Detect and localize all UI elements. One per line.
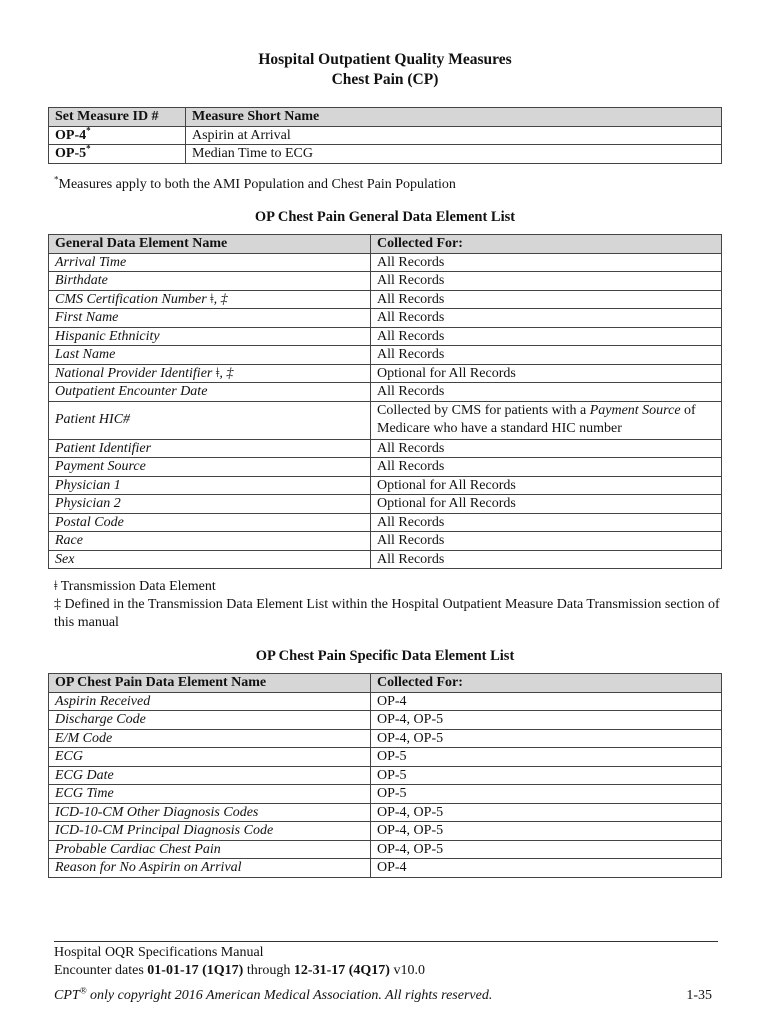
element-name: ICD-10-CM Principal Diagnosis Code — [49, 822, 371, 841]
general-data-element-table — [48, 234, 722, 569]
collected-for: All Records — [371, 346, 722, 365]
title-line-1: Hospital Outpatient Quality Measures — [258, 51, 512, 68]
measure-name: Aspirin at Arrival — [186, 126, 722, 145]
measure-footnote: *Measures apply to both the AMI Population and Chest Pain Population — [54, 174, 456, 192]
general-list-title: OP Chest Pain General Data Element List — [254, 209, 516, 225]
element-name: Sex — [49, 550, 371, 569]
table-row — [49, 532, 722, 551]
table-row — [49, 272, 722, 291]
measure-id: OP-4* — [49, 126, 186, 145]
measure-table-header — [49, 108, 722, 127]
element-name: Physician 1 — [49, 476, 371, 495]
collected-for: All Records — [371, 458, 722, 477]
table-row — [49, 401, 722, 439]
footer-manual-title: Hospital OQR Specifications Manual — [54, 945, 264, 960]
measure-name: Median Time to ECG — [186, 145, 722, 164]
table-row — [49, 513, 722, 532]
element-name: Race — [49, 532, 371, 551]
collected-for: OP-4, OP-5 — [371, 822, 722, 841]
specific-list-title: OP Chest Pain Specific Data Element List — [255, 648, 515, 664]
element-name: Discharge Code — [49, 711, 371, 730]
element-name: ECG — [49, 748, 371, 767]
element-name: Outpatient Encounter Date — [49, 383, 371, 402]
collected-for: OP-4, OP-5 — [371, 711, 722, 730]
document-title — [0, 50, 770, 90]
element-name: Last Name — [49, 346, 371, 365]
table-row — [49, 364, 722, 383]
element-name: Reason for No Aspirin on Arrival — [49, 859, 371, 878]
collected-for: All Records — [371, 383, 722, 402]
element-name: Physician 2 — [49, 495, 371, 514]
element-name: ECG Time — [49, 785, 371, 804]
collected-for: All Records — [371, 253, 722, 272]
table-row — [49, 476, 722, 495]
element-name: Arrival Time — [49, 253, 371, 272]
header-element-name: General Data Element Name — [49, 235, 371, 254]
footer-divider — [54, 941, 718, 942]
header-set-measure-id: Set Measure ID # — [49, 108, 186, 127]
measure-table — [48, 107, 722, 164]
table-row — [49, 495, 722, 514]
element-name: First Name — [49, 309, 371, 328]
collected-for: OP-4 — [371, 692, 722, 711]
element-name: Aspirin Received — [49, 692, 371, 711]
title-line-2: Chest Pain (CP) — [331, 71, 439, 88]
table-row — [49, 859, 722, 878]
collected-for: OP-4 — [371, 859, 722, 878]
table-row — [49, 383, 722, 402]
table-row — [49, 290, 722, 309]
collected-for: All Records — [371, 532, 722, 551]
table-row — [49, 785, 722, 804]
table-row — [49, 822, 722, 841]
page-number: 1-35 — [686, 988, 712, 1003]
element-name: National Provider Identifier ǂ, ‡ — [49, 364, 371, 383]
element-name: Probable Cardiac Chest Pain — [49, 840, 371, 859]
collected-for: All Records — [371, 550, 722, 569]
element-name: Birthdate — [49, 272, 371, 291]
collected-for: All Records — [371, 439, 722, 458]
element-name: Hispanic Ethnicity — [49, 327, 371, 346]
footer-copyright: CPT® only copyright 2016 American Medical Association. All rights reserved. — [54, 985, 493, 1003]
table-row — [49, 729, 722, 748]
collected-for: All Records — [371, 513, 722, 532]
element-name: Patient Identifier — [49, 439, 371, 458]
defined-note: ‡ Defined in the Transmission Data Element List within the Hospital Outpatient Measure Data Transmission section of this manual — [54, 597, 720, 630]
collected-for: Collected by CMS for patients with a Payment Source of Medicare who have a standard HIC number — [371, 401, 722, 439]
table-row — [49, 253, 722, 272]
element-name: Payment Source — [49, 458, 371, 477]
footer-encounter-dates: Encounter dates 01-01-17 (1Q17) through 12-31-17 (4Q17) v10.0 — [54, 963, 425, 978]
element-name: ECG Date — [49, 766, 371, 785]
collected-for: OP-5 — [371, 785, 722, 804]
header-element-name: OP Chest Pain Data Element Name — [49, 674, 371, 693]
measure-id: OP-5* — [49, 145, 186, 164]
table-row — [49, 748, 722, 767]
general-table-header — [49, 235, 722, 254]
element-name: ICD-10-CM Other Diagnosis Codes — [49, 803, 371, 822]
element-name: CMS Certification Number ǂ, ‡ — [49, 290, 371, 309]
collected-for: All Records — [371, 290, 722, 309]
table-row — [49, 439, 722, 458]
header-collected-for: Collected For: — [371, 674, 722, 693]
table-row — [49, 692, 722, 711]
table-row — [49, 766, 722, 785]
table-row — [49, 803, 722, 822]
specific-table-header — [49, 674, 722, 693]
header-collected-for: Collected For: — [371, 235, 722, 254]
element-name: E/M Code — [49, 729, 371, 748]
transmission-note: ǂ Transmission Data Element — [54, 579, 216, 594]
collected-for: OP-4, OP-5 — [371, 803, 722, 822]
table-row — [49, 840, 722, 859]
table-row — [49, 550, 722, 569]
table-row — [49, 309, 722, 328]
collected-for: All Records — [371, 272, 722, 291]
collected-for: OP-5 — [371, 766, 722, 785]
collected-for: All Records — [371, 327, 722, 346]
collected-for: OP-4, OP-5 — [371, 840, 722, 859]
table-row — [49, 327, 722, 346]
table-row — [49, 145, 722, 164]
element-name: Patient HIC# — [49, 401, 371, 439]
collected-for: Optional for All Records — [371, 476, 722, 495]
collected-for: OP-5 — [371, 748, 722, 767]
collected-for: Optional for All Records — [371, 364, 722, 383]
specific-data-element-table — [48, 673, 722, 878]
collected-for: Optional for All Records — [371, 495, 722, 514]
element-name: Postal Code — [49, 513, 371, 532]
collected-for: OP-4, OP-5 — [371, 729, 722, 748]
table-row — [49, 458, 722, 477]
collected-for: All Records — [371, 309, 722, 328]
table-row — [49, 346, 722, 365]
header-measure-short-name: Measure Short Name — [186, 108, 722, 127]
table-row — [49, 711, 722, 730]
table-row — [49, 126, 722, 145]
